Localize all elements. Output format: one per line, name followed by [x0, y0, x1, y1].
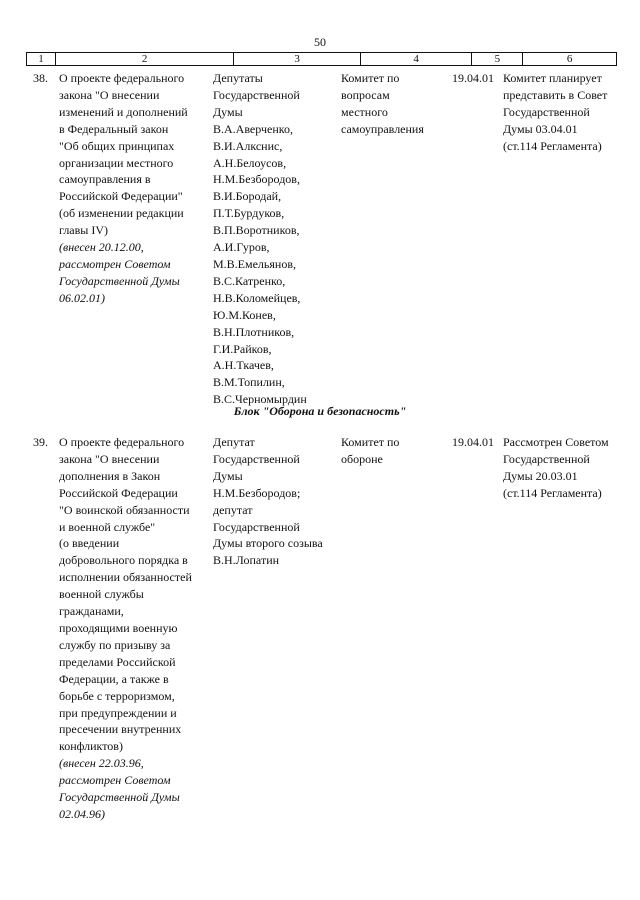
column-header: 4: [361, 53, 473, 65]
author-line: В.С.Черномырдин: [213, 392, 307, 407]
author-line: В.Н.Плотников,: [213, 324, 295, 339]
title-line: закона "О внесении: [59, 87, 160, 102]
title-line: Федерации, а также в: [59, 671, 169, 686]
author-line: В.М.Топилин,: [213, 375, 285, 390]
author-line: Думы: [213, 104, 243, 119]
committee-line: вопросам: [341, 87, 390, 102]
author-line: Н.В.Коломейцев,: [213, 290, 301, 305]
status-line: Государственной: [503, 104, 590, 119]
author-line: Думы: [213, 468, 243, 483]
bill-authors: [213, 434, 335, 569]
responsible-committee: [341, 434, 449, 468]
title-line: организации местного: [59, 155, 174, 170]
committee-line: местного: [341, 104, 388, 119]
status-line: представить в Совет: [503, 87, 608, 102]
title-line: самоуправления в: [59, 172, 151, 187]
title-line: О проекте федерального: [59, 435, 185, 449]
title-line: гражданами,: [59, 604, 124, 619]
author-line: В.И.Алкснис,: [213, 138, 283, 153]
author-line: А.И.Гуров,: [213, 240, 270, 255]
author-line: Государственной: [213, 451, 300, 466]
title-line: добровольного порядка в: [59, 553, 188, 568]
title-line: в Федеральный закон: [59, 121, 169, 136]
column-header: 6: [566, 53, 573, 65]
page-number: 50: [314, 35, 326, 49]
status-line: (ст.114 Регламента): [503, 138, 602, 153]
column-header: 5: [472, 53, 523, 65]
note-line: 06.02.01): [59, 290, 105, 305]
author-line: Думы второго созыва: [213, 536, 323, 551]
bill-title: [59, 70, 209, 307]
committee-line: Комитет по: [341, 71, 400, 85]
author-line: Ю.М.Конев,: [213, 307, 276, 322]
author-line: Н.М.Безбородов;: [213, 485, 301, 500]
column-header: 2: [56, 53, 234, 65]
column-header: 3: [234, 53, 361, 65]
bill-date: 19.04.01: [452, 435, 494, 449]
title-line: (об изменении редакции: [59, 206, 184, 221]
author-line: В.Н.Лопатин: [213, 553, 280, 568]
author-line: Г.И.Райков,: [213, 341, 272, 356]
title-line: борьбе с терроризмом,: [59, 688, 175, 703]
status-line: Думы 20.03.01: [503, 468, 578, 483]
author-line: А.Н.Белоусов,: [213, 155, 287, 170]
status-line: Комитет планирует: [503, 71, 602, 85]
committee-line: самоуправления: [341, 121, 424, 136]
title-line: при предупреждении и: [59, 705, 177, 720]
author-line: Н.М.Безбородов,: [213, 172, 300, 187]
bill-authors: [213, 70, 335, 408]
bill-status: [503, 70, 618, 155]
title-line: Российской Федерации": [59, 189, 183, 204]
title-line: главы IV): [59, 223, 109, 238]
title-line: службу по призыву за: [59, 637, 171, 652]
author-line: В.И.Бородай,: [213, 189, 282, 204]
title-line: пресечении внутренних: [59, 722, 182, 737]
author-line: депутат: [213, 502, 253, 517]
title-line: проходящими военную: [59, 620, 178, 635]
responsible-committee: [341, 70, 449, 138]
status-line: Рассмотрен Советом: [503, 435, 609, 449]
bill-title: [59, 434, 209, 823]
title-line: Российской Федерации: [59, 485, 178, 500]
title-line: изменений и дополнений: [59, 104, 188, 119]
title-line: дополнения в Закон: [59, 468, 161, 483]
bill-date: 19.04.01: [452, 71, 494, 85]
status-line: (ст.114 Регламента): [503, 485, 602, 500]
title-line: закона "О внесении: [59, 451, 160, 466]
column-header: 1: [27, 53, 56, 65]
title-line: и военной службе": [59, 519, 156, 534]
author-line: В.А.Аверченко,: [213, 121, 293, 136]
title-line: конфликтов): [59, 739, 123, 754]
title-line: (о введении: [59, 536, 120, 551]
author-line: В.С.Катренко,: [213, 273, 286, 288]
title-line: "Об общих принципах: [59, 138, 175, 153]
note-line: (внесен 22.03.96,: [59, 756, 144, 771]
title-line: "О воинской обязанности: [59, 502, 190, 517]
committee-line: обороне: [341, 451, 383, 466]
author-line: Депутат: [213, 435, 255, 449]
title-line: пределами Российской: [59, 654, 176, 669]
status-line: Государственной: [503, 451, 590, 466]
block-heading: Блок "Оборона и безопасность": [233, 404, 407, 418]
note-line: рассмотрен Советом: [59, 256, 171, 271]
author-line: А.Н.Ткачев,: [213, 358, 274, 373]
author-line: В.П.Воротников,: [213, 223, 300, 238]
row-number: 39.: [33, 435, 48, 449]
author-line: П.Т.Бурдуков,: [213, 206, 285, 221]
title-line: военной службы: [59, 587, 144, 602]
author-line: Государственной: [213, 519, 300, 534]
title-line: исполнении обязанностей: [59, 570, 192, 585]
note-line: (внесен 20.12.00,: [59, 240, 144, 255]
note-line: Государственной Думы: [59, 273, 180, 288]
note-line: 02.04.96): [59, 806, 105, 821]
table-header: [26, 52, 617, 66]
author-line: Государственной: [213, 87, 300, 102]
row-number: 38.: [33, 71, 48, 85]
note-line: Государственной Думы: [59, 790, 180, 805]
committee-line: Комитет по: [341, 435, 400, 449]
title-line: О проекте федерального: [59, 71, 185, 85]
note-line: рассмотрен Советом: [59, 773, 171, 788]
author-line: М.В.Емельянов,: [213, 256, 296, 271]
author-line: Депутаты: [213, 71, 263, 85]
status-line: Думы 03.04.01: [503, 121, 578, 136]
bill-status: [503, 434, 618, 502]
